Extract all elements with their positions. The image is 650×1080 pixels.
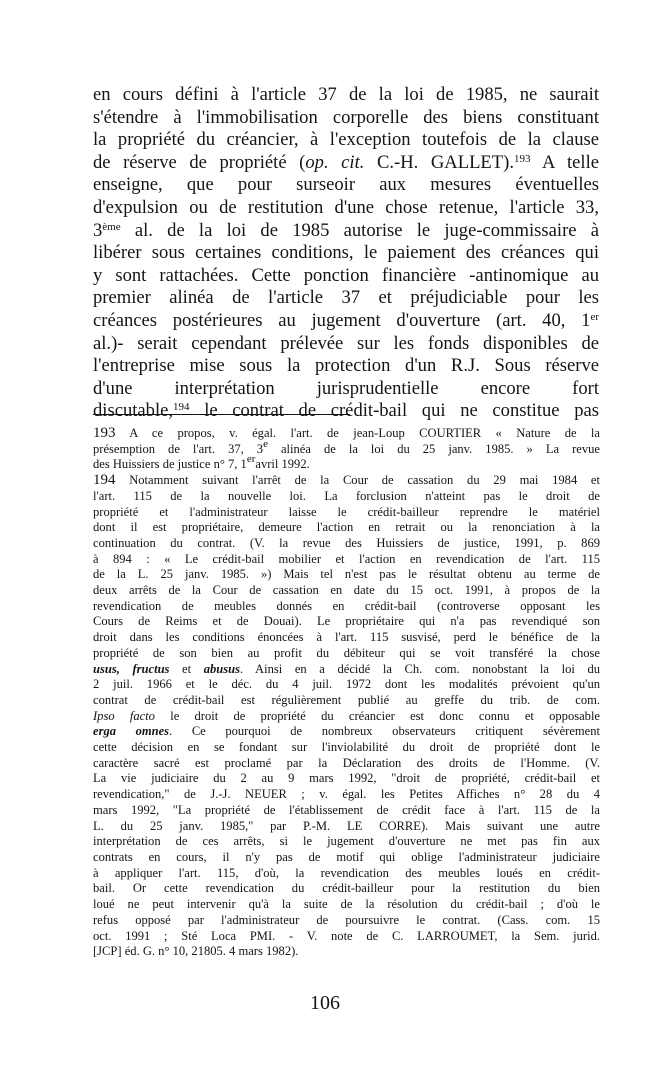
footnote-text: et — [169, 661, 204, 676]
body-line — [93, 400, 599, 423]
body-text-segment: discutable, — [93, 400, 174, 422]
body-text-segment: le contrat de crédit-bail qui ne constitue pas — [204, 400, 599, 422]
footnote-text: . Ce pourquoi de nombreux observateurs critiquent sévèrement — [169, 724, 601, 739]
body-line: premier alinéa de l'article 37 et préjudiciable pour les — [93, 287, 599, 309]
footnote-line — [93, 453, 600, 473]
body-line: al.)- serait cependant prélevée sur les fonds disponibles de — [93, 332, 599, 354]
footnote-line: interprétation de ces arrêts, si le jugement d'ouverture ne met pas fin aux — [93, 834, 600, 849]
footnote-line: dont il est propriétaire, demeure l'action en retrait ou la renonciation à la — [93, 520, 600, 535]
body-text-segment: al. de la loi de 1985 autorise le juge-commissaire à — [134, 219, 599, 241]
footnote-line: refus opposé par l'administrateur de poursuivre le contrat. (Cass. com. 15 — [93, 912, 600, 927]
footnotes — [93, 426, 600, 960]
superscript: er — [246, 453, 256, 466]
footnote-line — [93, 662, 600, 678]
body-text-segment: créances postérieures au jugement d'ouverture (art. 40, 1 — [93, 309, 591, 331]
footnote-line: loué ne peut intervenir qu'à la suite de la résolution du crédit-bail ; d'où le — [93, 897, 600, 912]
body-text-segment: A telle — [530, 151, 600, 173]
footnote-line: deux arrêts de la Cour de cassation en date du 15 oct. 1991, à propos de la — [93, 583, 600, 598]
footnote-line — [93, 426, 600, 442]
footnote-italic: usus, fructus — [93, 661, 170, 676]
body-line: en cours défini à l'article 37 de la loi de 1985, ne saurait — [93, 84, 599, 105]
footnote-line: propriété de son bien au profit du débiteur qui se voit transféré la chose — [93, 645, 600, 660]
footnote-number: 194 — [93, 472, 116, 489]
footnote-line: revendication," de J.-J. NEUER ; v. égal. les Petites Affiches n° 28 du 4 — [93, 787, 600, 802]
footnote-line: L. du 25 janv. 1985," par P.-M. LE CORRE). Mais suivant une autre — [93, 818, 600, 833]
footnote-text: des Huissiers de justice n° 7, 1 — [93, 457, 247, 472]
body-line: enseigne, que pour surseoir aux mesures éventuelles — [93, 174, 599, 196]
footnote-line: oct. 1991 ; Sté Loca PMI. - V. note de C. LARROUMET, la Sem. jurid. — [93, 928, 600, 943]
footnote-line — [93, 724, 600, 740]
body-line — [93, 152, 599, 175]
footnote-line: bail. Or cette revendication du crédit-bailleur pour la restitution du bien — [93, 881, 600, 896]
footnote-line: l'art. 115 de la nouvelle loi. La forclusion n'atteint pas le droit de — [93, 488, 600, 503]
footnote-italic: Ipso facto — [93, 708, 155, 723]
superscript: ème — [102, 220, 121, 233]
body-text — [93, 84, 599, 423]
body-line: s'étendre à l'immobilisation corporelle des biens constituant — [93, 106, 599, 128]
body-italic: op. cit. — [305, 151, 365, 173]
footnote-text: Notamment suivant l'arrêt de la Cour de cassation du 29 mai 1984 et — [115, 473, 600, 488]
footnote-text: A ce propos, v. égal. l'art. de jean-Loup COURTIER « Nature de la — [115, 426, 600, 440]
footnote-italic: erga omnes — [93, 724, 170, 739]
body-line — [93, 220, 599, 243]
body-line: libérer sous certaines conditions, le paiement des créances qui — [93, 242, 599, 264]
footnote-separator — [93, 414, 350, 415]
footnote-line: propriété et l'administrateur laisse le crédit-bailleur reprendre le matériel — [93, 504, 600, 519]
footnote-line: de la L. 25 janv. 1985. ») Mais tel n'est pas le résultat obtenu au terme de — [93, 567, 600, 582]
footnote-line: continuation du contrat. (V. la revue des Huissiers de justice, 1991, p. 869 — [93, 535, 600, 550]
footnote-line: contrat de crédit-bail est régulièrement publié au greffe du trib. de com. — [93, 692, 600, 707]
footnote-line: cette décision en se fondant sur l'inviolabilité du droit de propriété dont le — [93, 740, 600, 755]
footnote-line: à 894 : « Le crédit-bail mobilier et l'action en revendication de l'art. 115 — [93, 551, 600, 566]
footnote-ref-193: 193 — [514, 152, 531, 165]
body-line — [93, 310, 599, 333]
page-number: 106 — [310, 992, 340, 1014]
footnote-line: droit dans les conditions énoncées à l'art. 115 susvisé, perd le bénéfice de la — [93, 630, 600, 645]
superscript: e — [263, 437, 268, 450]
footnote-line: à appliquer l'art. 115, d'où, la revendication des meubles loués en crédit- — [93, 865, 600, 880]
footnote-line — [93, 437, 600, 458]
footnote-line: contrats en cours, il n'y pas de motif qui oblige l'administrateur judiciaire — [93, 849, 600, 864]
footnote-line — [93, 473, 600, 489]
body-text-segment: de réserve de propriété ( — [93, 151, 306, 173]
footnote-line: mars 1992, "La propriété de l'établissement de crédit face à l'art. 115 de la — [93, 802, 600, 817]
footnote-text: présemption de l'art. 37, 3 — [93, 441, 264, 456]
footnote-line: 2 juil. 1966 et le déc. du 4 juil. 1972 dont les modalités prévoient qu'un — [93, 677, 600, 692]
footnote-ref-194: 194 — [173, 401, 190, 414]
footnote-text: avril 1992. — [255, 457, 310, 472]
footnote-text: le droit de propriété du créancier est donc connu et opposable — [154, 708, 600, 723]
body-line: l'entreprise mise sous la protection d'un R.J. Sous réserve — [93, 355, 599, 377]
footnote-line: revendication de meubles donnés en crédit-bail (controverse opposant les — [93, 598, 600, 613]
body-text-segment: 3 — [93, 219, 103, 241]
footnote-line — [93, 709, 600, 725]
footnote-italic: abusus — [203, 661, 240, 676]
body-line: y sont rattachées. Cette ponction financière -antinomique au — [93, 264, 599, 286]
footnote-line: Cours de Reims et de Douai). Le propriétaire qui n'a pas revendiqué son — [93, 614, 600, 629]
footnote-line: La vie judiciaire du 2 au 9 mars 1992, "droit de propriété, crédit-bail et — [93, 771, 600, 786]
footnote-text: . Ainsi en a décidé la Ch. com. nonobstant la loi du — [240, 661, 600, 676]
footnote-number: 193 — [93, 425, 116, 441]
body-line: d'une interprétation jurisprudentielle encore fort — [93, 377, 599, 399]
footnote-text: alinéa de la loi du 25 janv. 1985. » La revue — [267, 441, 600, 456]
footnote-line: caractère sacré est proclamé par la Déclaration des droits de l'Homme. (V. — [93, 755, 600, 770]
body-line: d'expulsion ou de restitution d'une chose retenue, l'article 33, — [93, 196, 599, 218]
footnote-line: [JCP] éd. G. n° 10, 21805. 4 mars 1982). — [93, 944, 299, 959]
superscript: er — [590, 310, 599, 323]
body-text-segment: C.-H. GALLET). — [364, 151, 514, 173]
body-line: la propriété du créancier, à l'exception toutefois de la clause — [93, 129, 599, 151]
